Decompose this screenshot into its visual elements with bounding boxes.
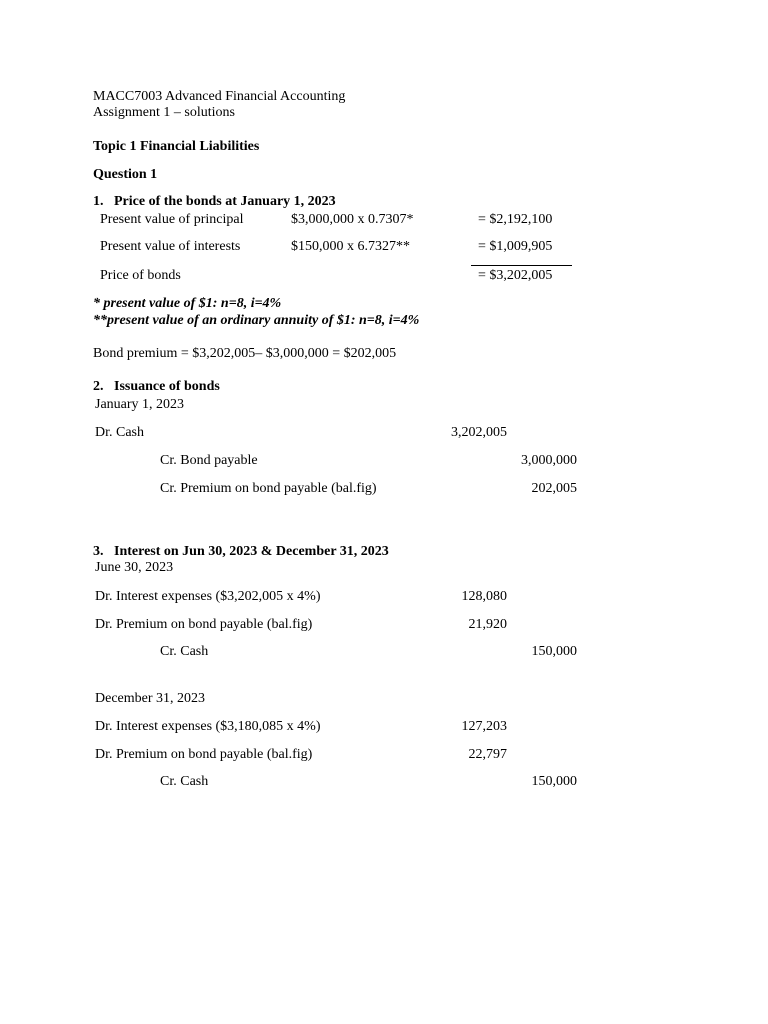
- journal-debit: 22,797: [468, 747, 507, 762]
- journal-credit: 150,000: [531, 644, 577, 659]
- topic-heading: Topic 1 Financial Liabilities: [93, 139, 260, 154]
- pv-principal-calc: $3,000,000 x 0.7307*: [291, 212, 414, 227]
- question-heading: Question 1: [93, 167, 158, 182]
- journal-debit: 3,202,005: [451, 425, 507, 440]
- pv-principal-label: Present value of principal: [100, 212, 244, 227]
- journal-debit: 21,920: [468, 617, 507, 632]
- journal-account: Cr. Cash: [160, 774, 209, 789]
- course-title: MACC7003 Advanced Financial Accounting: [93, 89, 346, 104]
- assignment-title: Assignment 1 – solutions: [93, 105, 235, 120]
- journal-credit: 202,005: [531, 481, 577, 496]
- journal-debit: 128,080: [461, 589, 507, 604]
- june-date: June 30, 2023: [95, 560, 174, 575]
- journal-account: Cr. Premium on bond payable (bal.fig): [160, 481, 377, 496]
- pv-principal-result: = $2,192,100: [478, 212, 553, 227]
- december-date: December 31, 2023: [95, 691, 206, 706]
- journal-account: Cr. Cash: [160, 644, 209, 659]
- journal-account: Cr. Bond payable: [160, 453, 258, 468]
- journal-debit: 127,203: [461, 719, 507, 734]
- section1-heading: 1. Price of the bonds at January 1, 2023: [93, 194, 336, 209]
- sum-rule: [471, 265, 572, 266]
- journal-account: Dr. Cash: [95, 425, 144, 440]
- price-result: = $3,202,005: [478, 268, 553, 283]
- pv-interests-label: Present value of interests: [100, 239, 241, 254]
- issuance-date: January 1, 2023: [95, 397, 185, 412]
- journal-credit: 3,000,000: [521, 453, 577, 468]
- section2-heading: 2. Issuance of bonds: [93, 379, 220, 394]
- section3-heading: 3. Interest on Jun 30, 2023 & December 31, 2023: [93, 544, 389, 559]
- pv-interests-calc: $150,000 x 6.7327**: [291, 239, 410, 254]
- journal-account: Dr. Premium on bond payable (bal.fig): [95, 747, 313, 762]
- journal-credit: 150,000: [531, 774, 577, 789]
- bond-premium-line: Bond premium = $3,202,005– $3,000,000 = $202,005: [93, 346, 397, 361]
- journal-account: Dr. Interest expenses ($3,202,005 x 4%): [95, 589, 321, 604]
- journal-account: Dr. Interest expenses ($3,180,085 x 4%): [95, 719, 321, 734]
- footnote-pv: * present value of $1: n=8, i=4%: [93, 296, 282, 311]
- footnote-annuity: **present value of an ordinary annuity of $1: n=8, i=4%: [93, 313, 420, 328]
- price-label: Price of bonds: [100, 268, 181, 283]
- journal-account: Dr. Premium on bond payable (bal.fig): [95, 617, 313, 632]
- pv-interests-result: = $1,009,905: [478, 239, 553, 254]
